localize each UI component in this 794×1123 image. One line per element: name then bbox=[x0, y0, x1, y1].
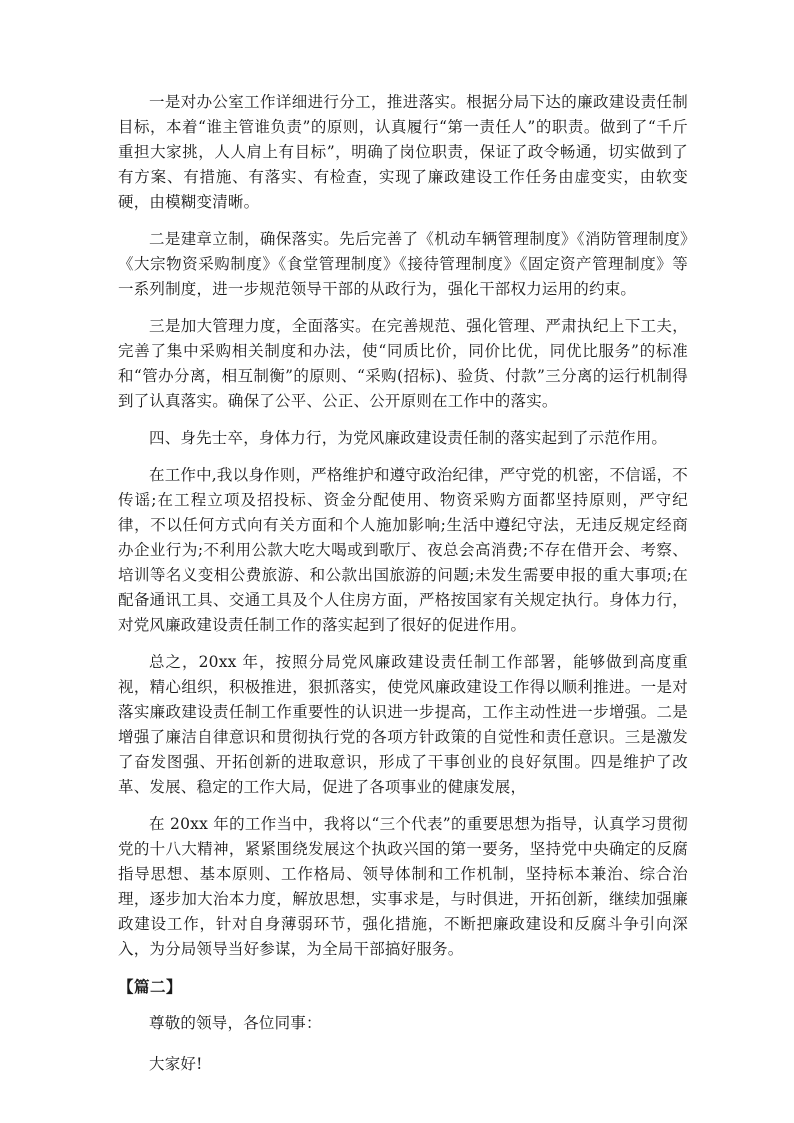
paragraph-lead-by-example-heading: 四、身先士卒，身体力行，为党风廉政建设责任制的落实起到了示范作用。 bbox=[149, 429, 668, 447]
greeting-line: 尊敬的领导，各位同事： bbox=[149, 1014, 322, 1032]
document-page bbox=[118, 90, 688, 1093]
paragraph-summary: 总之，20xx 年，按照分局党风廉政建设责任制工作部署，能够做到高度重视，精心组织，积极推进，狠抓落实，使党风廉政建设工作得以顺利推进。一是对落实廉政建设责任制工作重要性的认识进一步提高，工作主动性进一步增强。二是增强了廉洁自律意识和贯彻执行党的各项方针政策的自觉性和责任意识。三是激发了奋发图强、开拓创新的进取意识，形成了干事创业的良好氛围。四是维护了改革、发展、稳定的工作大局，促进了各项事业的健康发展， bbox=[118, 653, 688, 796]
paragraph-division-of-work: 一是对办公室工作详细进行分工，推进落实。根据分局下达的廉政建设责任制目标，本着“谁主管谁负责”的原则，认真履行“第一责任人”的职责。做到了“千斤重担大家挑，人人肩上有目标”，明确了岗位职责，保证了政令畅通，切实做到了有方案、有措施、有落实、有检查，实现了廉政建设工作任务由虚变实，由软变硬，由模糊变清晰。 bbox=[118, 93, 688, 211]
paragraph-management-strength: 三是加大管理力度，全面落实。在完善规范、强化管理、严肃执纪上下工夫，完善了集中采购相关制度和办法，使“同质比价，同价比优，同优比服务”的标准和“管办分离，相互制衡”的原则、“采购(招标)、验货、付款”三分离的运行机制得到了认真落实。确保了公平、公正、公开原则在工作中的落实。 bbox=[118, 317, 688, 410]
paragraph-rules-and-systems: 二是建章立制，确保落实。先后完善了《机动车辆管理制度》《消防管理制度》《大宗物资采购制度》《食堂管理制度》《接待管理制度》《固定资产管理制度》等一系列制度，进一步规范领导干部的从政行为，强化干部权力运用的约束。 bbox=[118, 230, 688, 298]
section-heading: 【篇二】 bbox=[118, 977, 183, 996]
paragraph-future-work: 在 20xx 年的工作当中，我将以“三个代表”的重要思想为指导，认真学习贯彻党的十八大精神，紧紧围绕发展这个执政兴国的第一要务，坚持党中央确定的反腐指导思想、基本原则、工作格局、领导体制和工作机制，坚持标本兼治、综合治理，逐步加大治本力度，解放思想，实事求是，与时俱进，开拓创新，继续加强廉政建设工作，针对自身薄弱环节，强化措施，不断把廉政建设和反腐斗争引向深入，为分局领导当好参谋，为全局干部搞好服务。 bbox=[118, 815, 688, 958]
salutation-line: 大家好! bbox=[149, 1055, 203, 1073]
paragraph-personal-conduct: 在工作中,我以身作则，严格维护和遵守政治纪律，严守党的机密，不信谣，不传谣;在工程立项及招投标、资金分配使用、物资采购方面都坚持原则，严守纪律，不以任何方式向有关方面和个人施加影响;生活中遵纪守法，无违反规定经商办企业行为;不利用公款大吃大喝或到歌厅、夜总会高消费;不存在借开会、考察、培训等名义变相公费旅游、和公款出国旅游的问题;未发生需要申报的重大事项;在配备通讯工具、交通工具及个人住房方面，严格按国家有关规定执行。身体力行，对党风廉政建设责任制工作的落实起到了很好的促进作用。 bbox=[118, 466, 688, 634]
